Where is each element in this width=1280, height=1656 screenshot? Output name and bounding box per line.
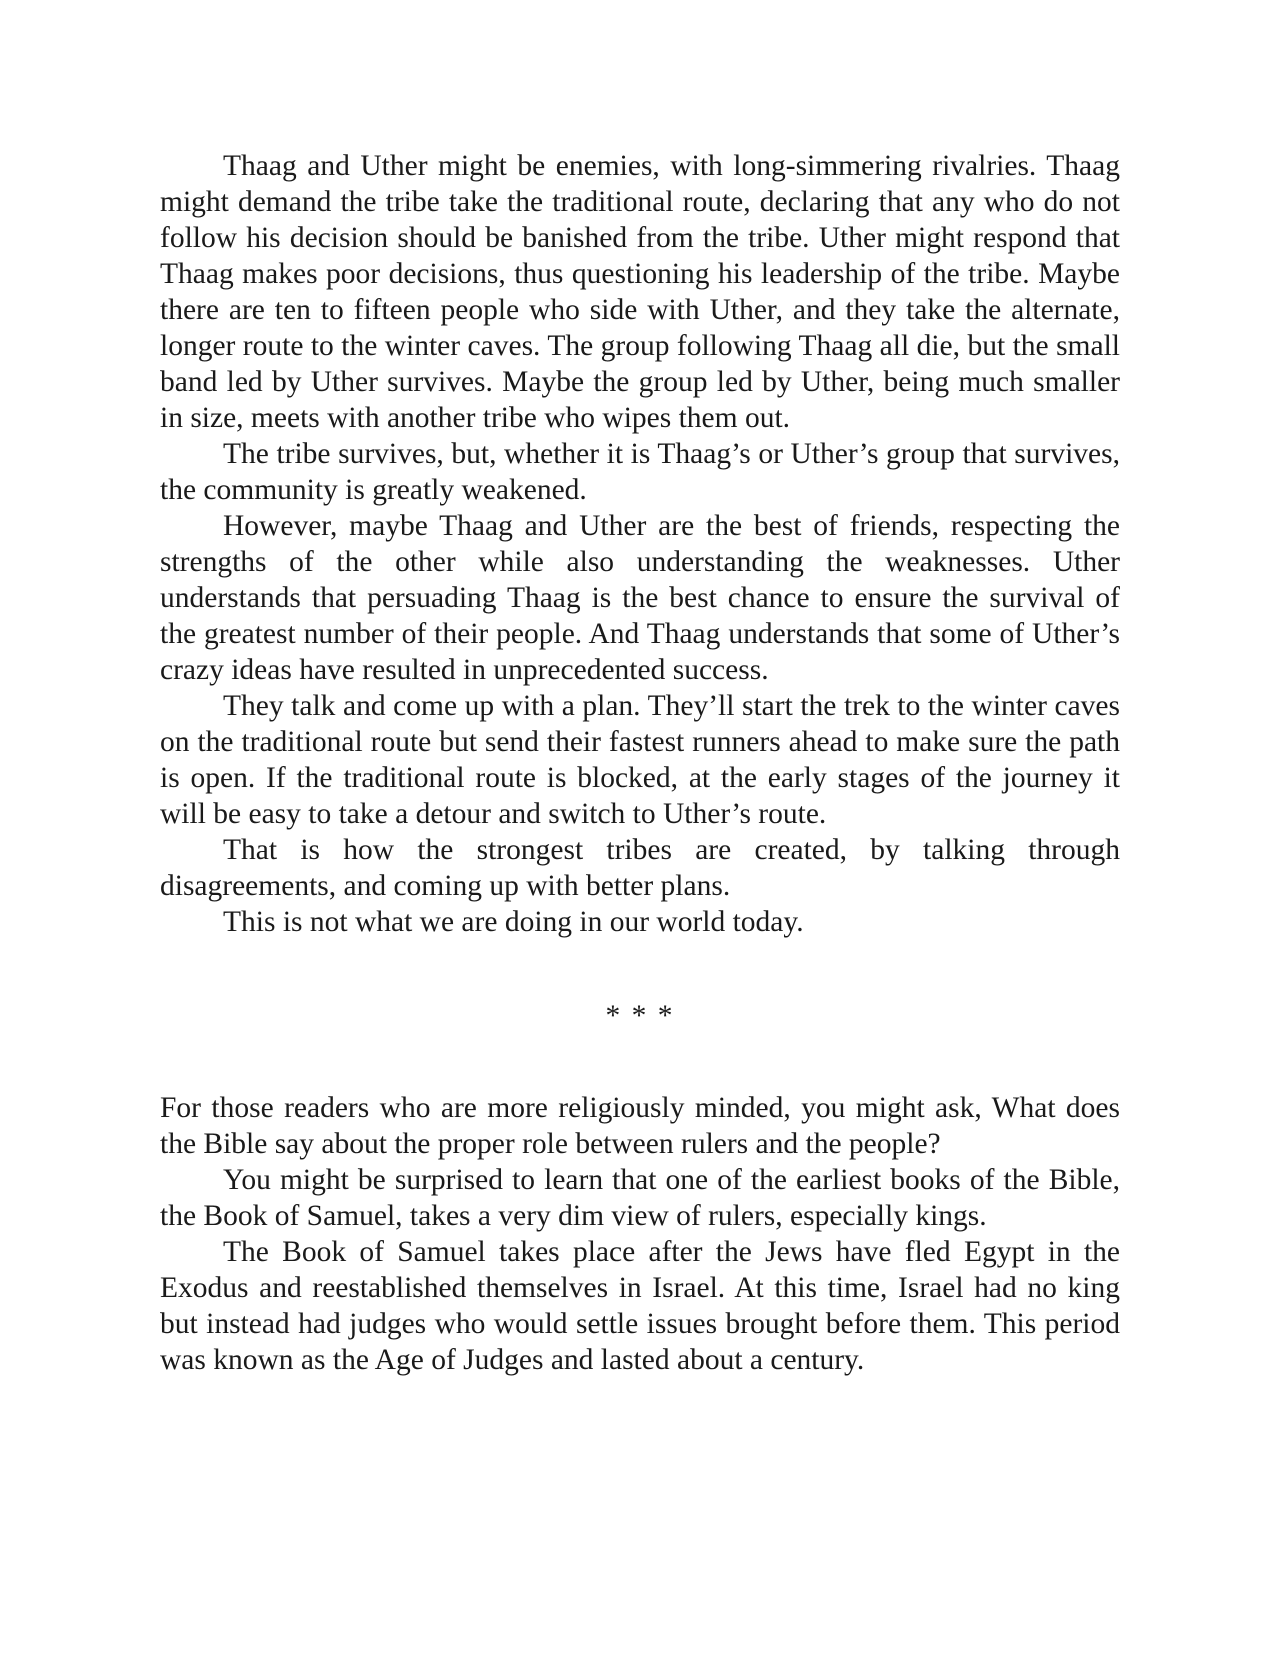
paragraph: The tribe survives, but, whether it is Thaag’s or Uther’s group that survives, the community is greatly weakened. bbox=[160, 438, 1120, 506]
paragraph: This is not what we are doing in our world today. bbox=[223, 906, 804, 938]
section-two bbox=[160, 1090, 1120, 1378]
paragraph: You might be surprised to learn that one of the earliest books of the Bible, the Book of Samuel, takes a very dim view of rulers, especially kings. bbox=[160, 1164, 1120, 1232]
section-one bbox=[160, 148, 1120, 940]
paragraph: However, maybe Thaag and Uther are the best of friends, respecting the strengths of the other while also understanding the weaknesses. Uther understands that persuading Thaag is the best chance to ensure the survival of the greatest number of their people. And Thaag understands that some of Uther’s crazy ideas have resulted in unprecedented success. bbox=[160, 510, 1120, 686]
section-break: * * * bbox=[605, 1000, 675, 1032]
book-page bbox=[160, 148, 1120, 1378]
paragraph: Thaag and Uther might be enemies, with long-simmering rivalries. Thaag might demand the tribe take the traditional route, declaring that any who do not follow his decision should be banished from the tribe. Uther might respond that Thaag makes poor decisions, thus questioning his leadership of the tribe. Maybe there are ten to fifteen people who side with Uther, and they take the alternate, longer route to the winter caves. The group following Thaag all die, but the small band led by Uther survives. Maybe the group led by Uther, being much smaller in size, meets with another tribe who wipes them out. bbox=[160, 150, 1120, 434]
paragraph: The Book of Samuel takes place after the Jews have fled Egypt in the Exodus and reestablished themselves in Israel. At this time, Israel had no king but instead had judges who would settle issues brought before them. This period was known as the Age of Judges and lasted about a century. bbox=[160, 1236, 1120, 1376]
paragraph: They talk and come up with a plan. They’ll start the trek to the winter caves on the traditional route but send their fastest runners ahead to make sure the path is open. If the traditional route is blocked, at the early stages of the journey it will be easy to take a detour and switch to Uther’s route. bbox=[160, 690, 1120, 830]
paragraph: For those readers who are more religiously minded, you might ask, What does the Bible say about the proper role between rulers and the people? bbox=[160, 1092, 1120, 1160]
paragraph: That is how the strongest tribes are created, by talking through disagreements, and coming up with better plans. bbox=[160, 834, 1120, 902]
